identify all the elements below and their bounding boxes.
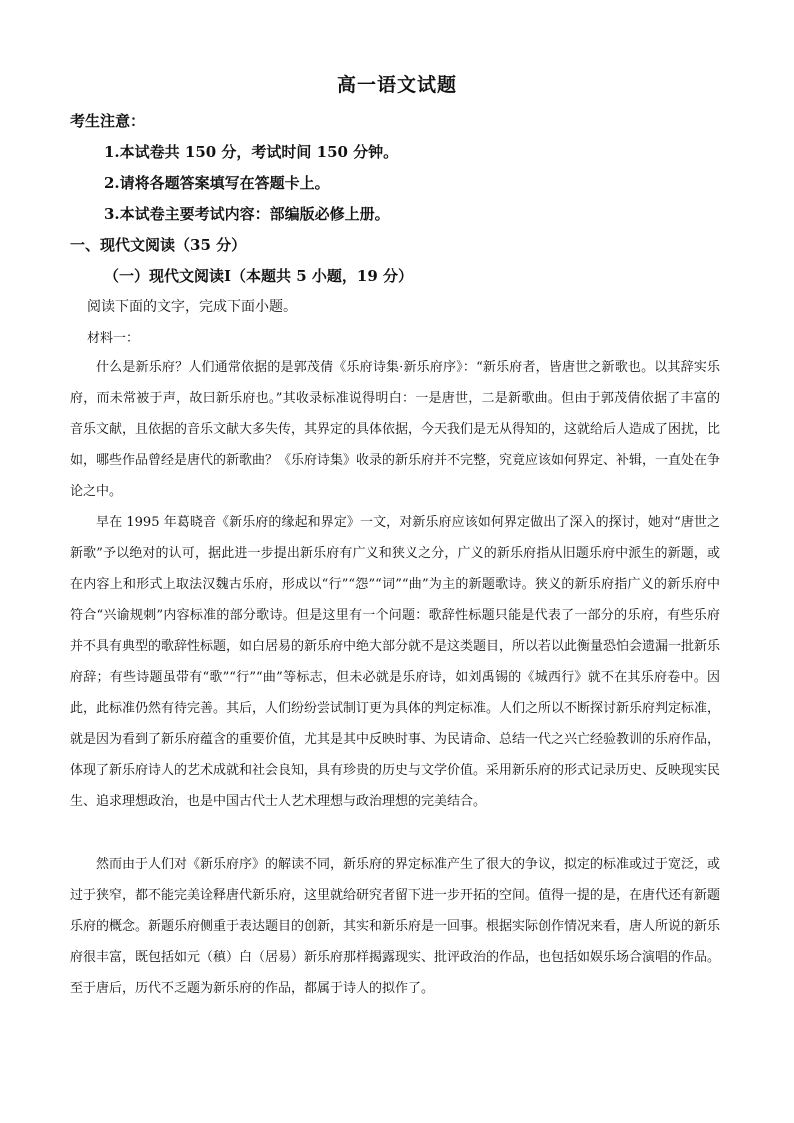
notice-item-1: 1.本试卷共 150 分，考试时间 150 分钟。	[104, 143, 399, 161]
subsection-title: （一）现代文阅读Ⅰ（本题共 5 小题，19 分）	[104, 267, 413, 285]
paragraph-2: 早在 1995 年葛晓音《新乐府的缘起和界定》一文，对新乐府应该如何界定做出了深入的探讨，她对“唐世之新歌”予以绝对的认可，据此进一步提出新乐府有广义和狭义之分，广义的新乐府指从旧题乐府中派生的新题，或在内容上和形式上取法汉魏古乐府，形成以“行”“怨”“词”“曲”为主的新题歌诗。狭义的新乐府指广义的新乐府中符合“兴谕规刺”内容标准的部分歌诗。但是这里有一个问题：歌辞性标题只能是代表了一部分的乐府，有些乐府并不具有典型的歌辞性标题，如白居易的新乐府中绝大部分就不是这类题目，所以若以此衡量恐怕会遗漏一批新乐府辞；有些诗题虽带有“歌”“行”“曲”等标志，但未必就是乐府诗，如刘禹锡的《城西行》就不在其乐府卷中。因此，此标准仍然有待完善。其后，人们纷纷尝试制订更为具体的判定标准。人们之所以不断探讨新乐府判定标准，就是因为看到了新乐府蕴含的重要价值，尤其是其中反映时事、为民请命、总结一代之兴亡经验教训的乐府作品，体现了新乐府诗人的艺术成就和社会良知，具有珍贵的历史与文学价值。采用新乐府的形式记录历史、反映现实民生、追求理想政治，也是中国古代士人艺术理想与政治理想的完美结合。	[70, 515, 721, 809]
notice-item-3: 3.本试卷主要考试内容：部编版必修上册。	[104, 205, 390, 223]
material-label: 材料一：	[87, 331, 140, 346]
paragraph-1: 什么是新乐府？人们通常依据的是郭茂倩《乐府诗集·新乐府序》：“新乐府者，皆唐世之新歌也。以其辞实乐府，而未常被于声，故曰新乐府也。”其收录标准说得明白：一是唐世，二是新歌曲。但由于郭茂倩依据了丰富的音乐文献，且依据的音乐文献大多失传，其界定的具体依据，今天我们是无从得知的，这就给后人造成了困扰，比如，哪些作品曾经是唐代的新歌曲？《乐府诗集》收录的新乐府并不完整，究竟应该如何界定、补辑，一直处在争论之中。	[70, 360, 721, 499]
section-title: 一、现代文阅读（35 分）	[70, 236, 247, 254]
reading-instruction: 阅读下面的文字，完成下面小题。	[87, 299, 297, 315]
notice-heading: 考生注意：	[70, 112, 146, 130]
notice-item-2: 2.请将各题答案填写在答题卡上。	[104, 174, 330, 192]
page-title: 高一语文试题	[336, 74, 457, 96]
paragraph-3: 然而由于人们对《新乐府序》的解读不同，新乐府的界定标准产生了很大的争议，拟定的标准或过于宽泛，或过于狭窄，都不能完美诠释唐代新乐府，这里就给研究者留下进一步开拓的空间。值得一提的是，在唐代还有新题乐府的概念。新题乐府侧重于表达题目的创新，其实和新乐府是一回事。根据实际创作情况来看，唐人所说的新乐府很丰富，既包括如元（稹）白（居易）新乐府那样揭露现实、批评政治的作品，也包括如娱乐场合演唱的作品。至于唐后，历代不乏题为新乐府的作品，都属于诗人的拟作了。	[70, 857, 721, 996]
